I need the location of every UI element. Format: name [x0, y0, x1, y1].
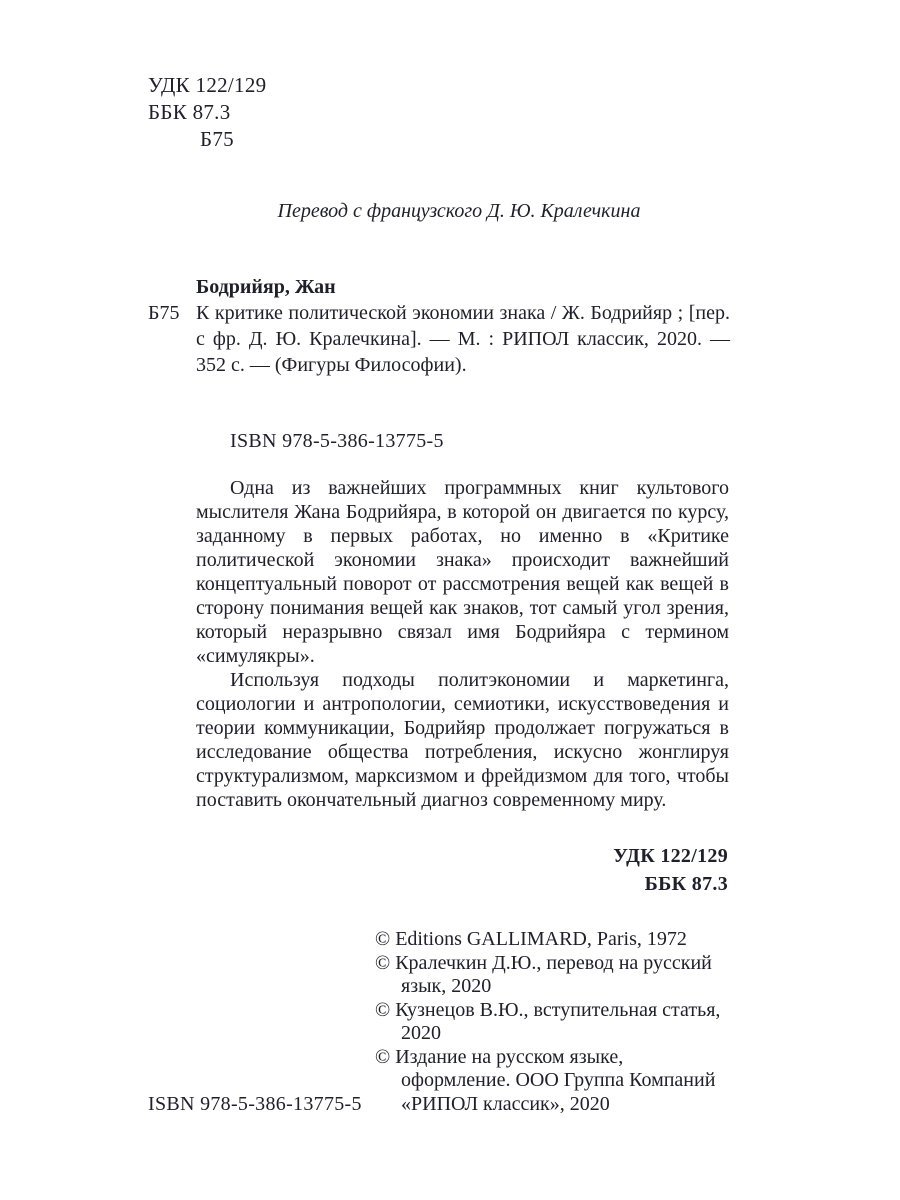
isbn-number-bottom: ISBN 978-5-386-13775-5	[148, 1093, 362, 1115]
annotation-block	[196, 476, 729, 812]
author-name: Бодрийяр, Жан	[196, 276, 336, 298]
bbk-code-bottom: ББК 87.3	[644, 873, 728, 895]
catalog-entry	[148, 300, 730, 378]
bibliographic-description: К критике политической экономии знака / Ж. Бодрийяр ; [пер. с фр. Д. Ю. Кралечкина]. — М. : РИПОЛ классик, 2020. — 352 с. — (Фигуры Философии).	[196, 302, 730, 376]
author-sign-code-margin: Б75	[148, 302, 180, 324]
copyright-original-edition: © Editions GALLIMARD, Paris, 1972	[375, 928, 687, 950]
translator-credit: Перевод с французского Д. Ю. Кралечкина	[277, 200, 641, 222]
classification-codes	[148, 72, 266, 153]
annotation-paragraph-2: Используя подходы политэкономии и маркетинга, социологии и антропологии, семиотики, искусствоведения и теории коммуникации, Бодрийяр продолжает погружаться в исследование общества потребления, искусно жонглируя структурализмом, марксизмом и фрейдизмом для того, чтобы поставить окончательный диагноз современному миру.	[196, 669, 729, 811]
bbk-code-top: ББК 87.3	[148, 100, 231, 124]
copyright-translation: © Кралечкин Д.Ю., перевод на русский язык, 2020	[375, 951, 712, 997]
isbn-number: ISBN 978-5-386-13775-5	[230, 430, 444, 452]
annotation-paragraph-1: Одна из важнейших программных книг культового мыслителя Жана Бодрийяра, в которой он двигается по курсу, заданному в первых работах, но именно в «Критике политической экономии знака» происходит важнейший концептуальный поворот от рассмотрения вещей как вещей в сторону понимания вещей как знаков, тот самый угол зрения, который неразрывно связал имя Бодрийяра с термином «симулякры».	[196, 477, 729, 667]
copyright-list	[375, 928, 735, 1116]
catalog-card	[148, 274, 730, 378]
udk-code-top: УДК 122/129	[148, 73, 267, 97]
udk-code-bottom: УДК 122/129	[613, 845, 728, 867]
author-sign-code-top: Б75	[200, 127, 234, 151]
copyright-introduction: © Кузнецов В.Ю., вступительная статья, 2020	[375, 998, 721, 1044]
copyright-russian-edition: © Издание на русском языке, оформление. ООО Группа Компаний «РИПОЛ классик», 2020	[375, 1045, 716, 1115]
classification-codes-bottom	[613, 842, 728, 898]
